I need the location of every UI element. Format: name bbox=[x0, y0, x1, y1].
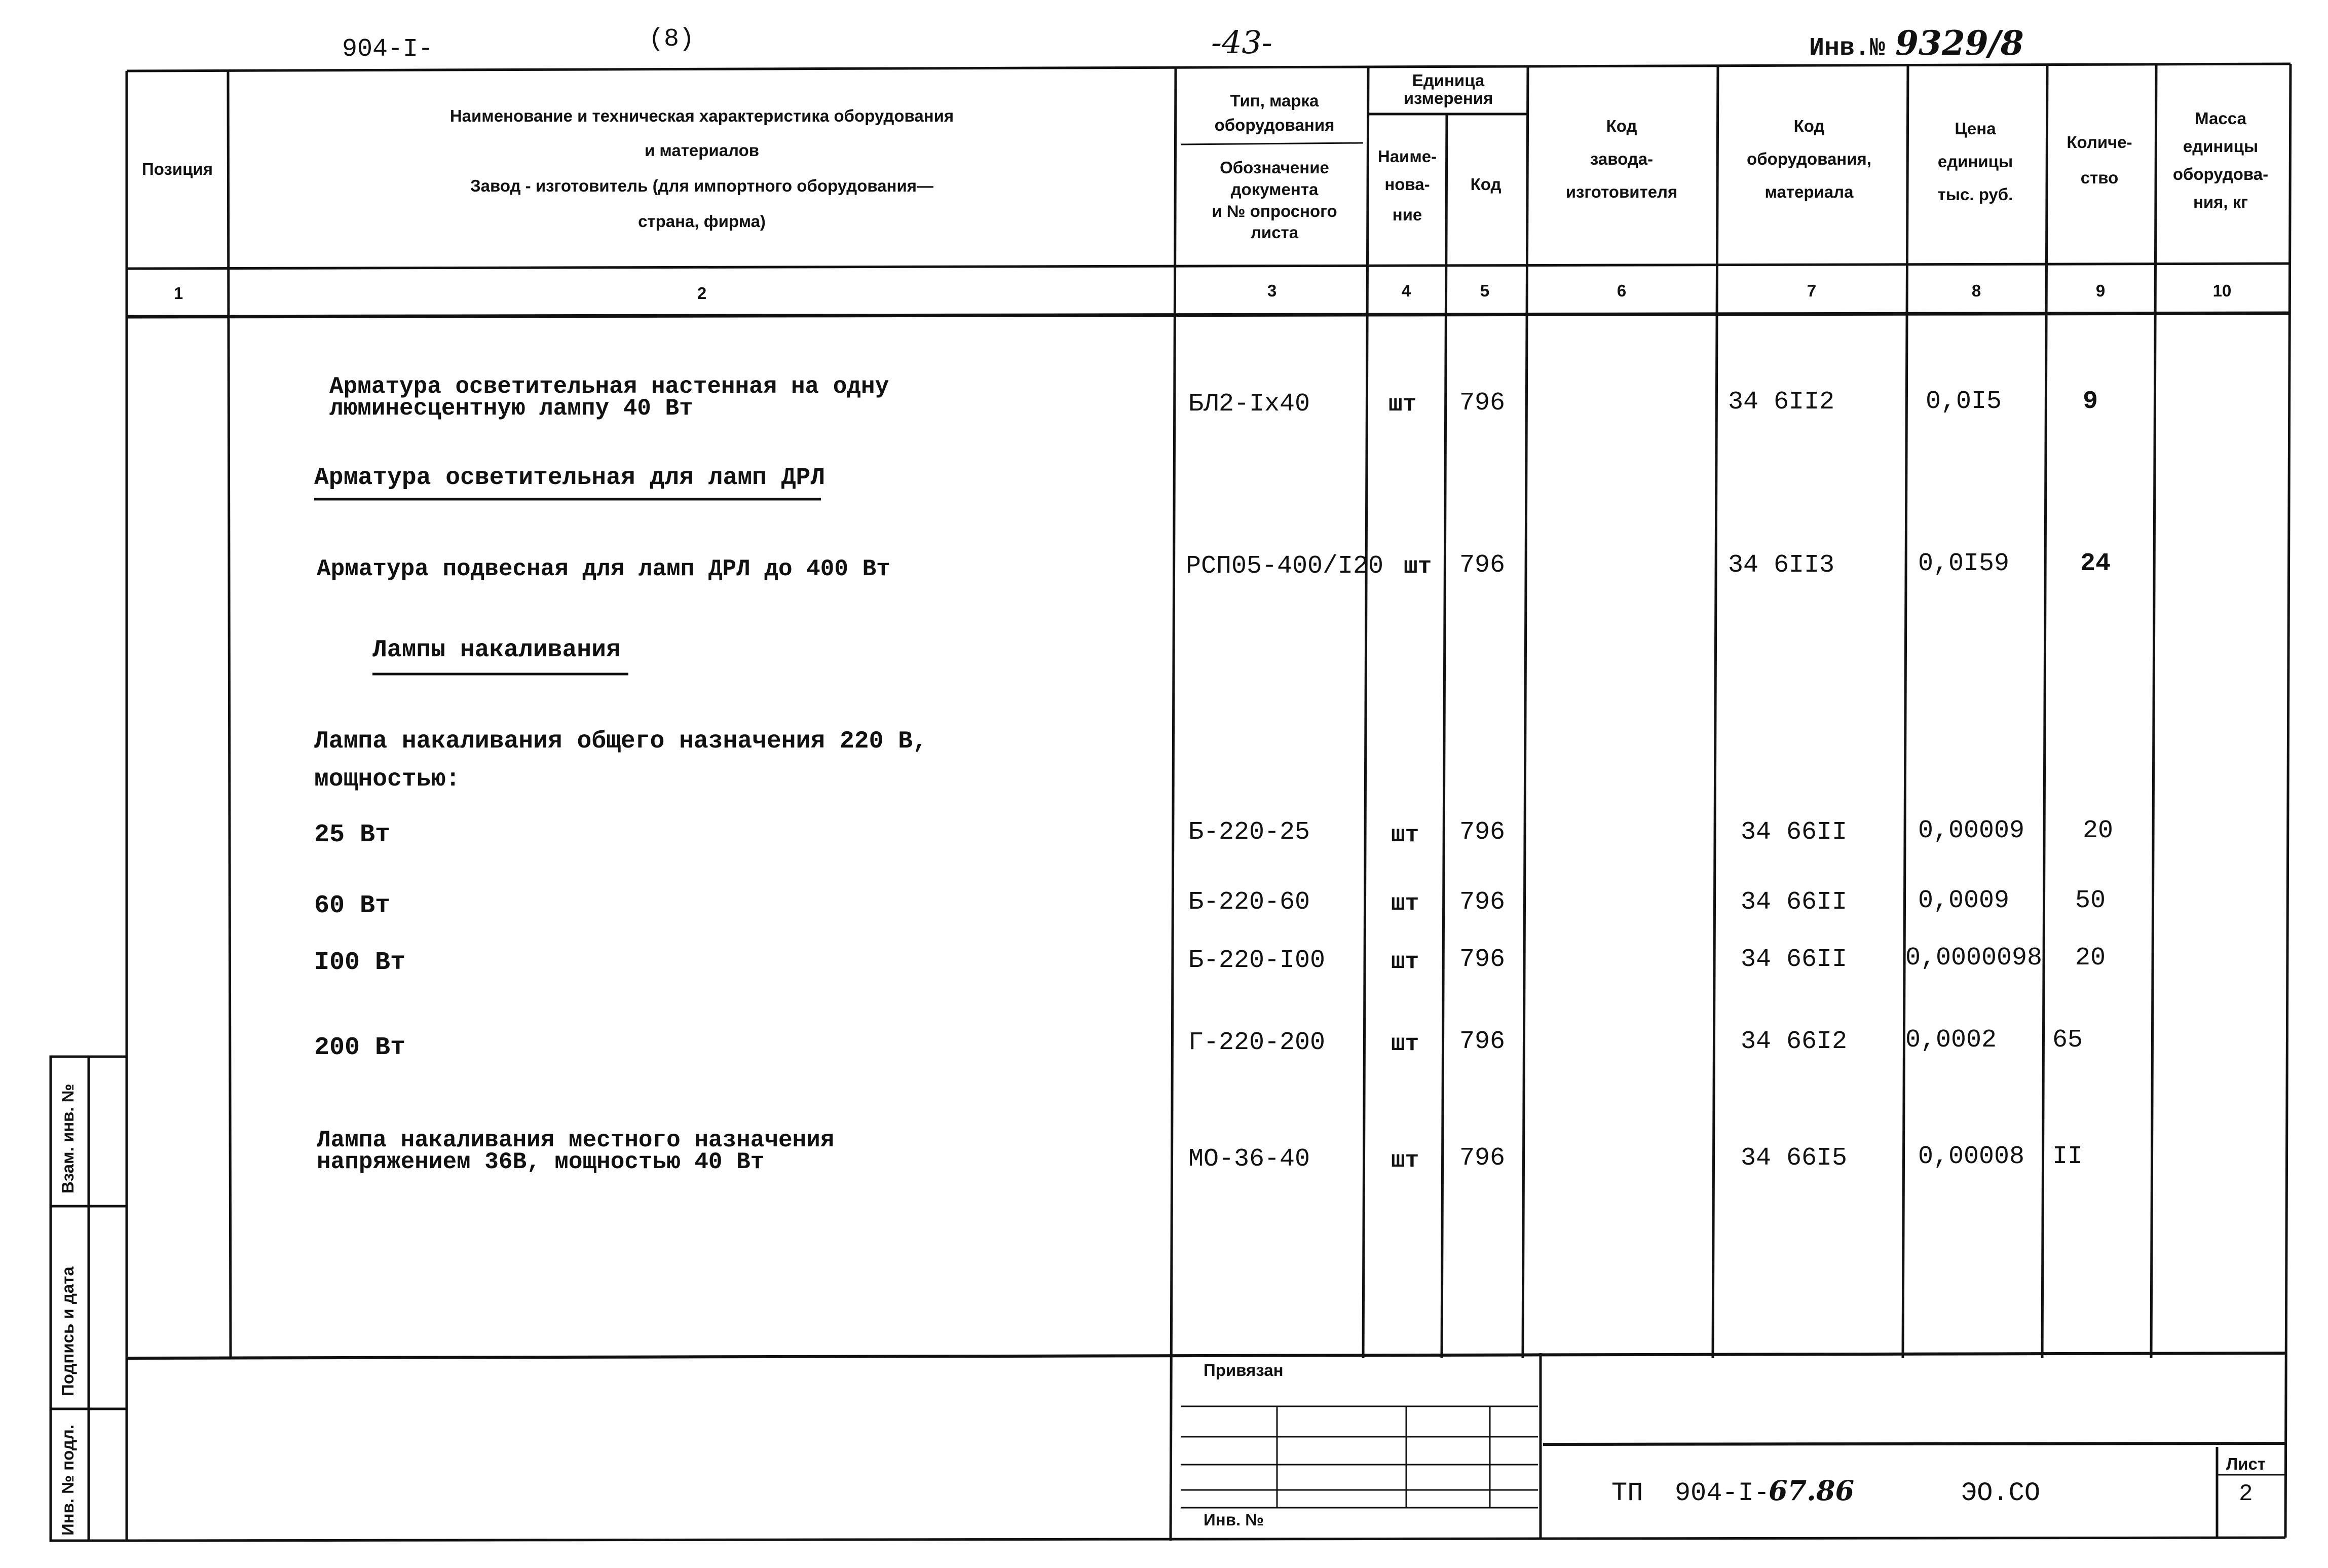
item-price: 0,0I5 bbox=[1926, 387, 2002, 416]
doc-prefix: ТП 904-I- bbox=[1611, 1478, 1770, 1508]
table-row bbox=[314, 1026, 2083, 1062]
item-code: 34 66I5 bbox=[1741, 1144, 1848, 1173]
svg-text:Завод - изготовитель (для импо: Завод - изготовитель (для импортного оборудования— bbox=[470, 176, 934, 195]
svg-text:оборудования: оборудования bbox=[1214, 116, 1335, 134]
table-row-heading bbox=[372, 637, 628, 674]
item-price: 0,00009 bbox=[1918, 816, 2025, 845]
table-row-heading bbox=[314, 464, 825, 499]
item-unit: шт bbox=[1391, 1147, 1419, 1174]
item-quantity: 50 bbox=[2075, 886, 2106, 915]
item-type: Б-220-60 bbox=[1188, 888, 1310, 917]
variant-number: (8) bbox=[649, 25, 695, 54]
table-row bbox=[317, 549, 2111, 582]
header-equipment-code bbox=[1747, 117, 1871, 201]
item-unit: шт bbox=[1388, 391, 1417, 418]
svg-text:ство: ство bbox=[2080, 168, 2119, 187]
item-name: Арматура осветительная настенная на одну bbox=[329, 374, 889, 400]
item-unit-code: 796 bbox=[1459, 551, 1506, 580]
svg-text:Единица: Единица bbox=[1412, 71, 1485, 90]
item-type: Г-220-200 bbox=[1188, 1028, 1326, 1057]
item-unit: шт bbox=[1391, 1031, 1419, 1057]
svg-text:9: 9 bbox=[2095, 281, 2106, 300]
svg-text:6: 6 bbox=[1617, 281, 1627, 300]
table-row bbox=[314, 728, 927, 793]
svg-text:оборудова-: оборудова- bbox=[2172, 165, 2269, 183]
item-name: 60 Вт bbox=[314, 891, 391, 920]
item-type: МО-36-40 bbox=[1188, 1145, 1310, 1174]
header-unit-code: Код bbox=[1470, 175, 1501, 194]
item-name: Арматура подвесная для ламп ДРЛ до 400 Вт bbox=[317, 556, 890, 582]
series-number: 904-I- bbox=[342, 35, 434, 64]
item-price: 0,0002 bbox=[1905, 1026, 1997, 1055]
svg-text:измерения: измерения bbox=[1403, 89, 1493, 107]
svg-text:единицы: единицы bbox=[1937, 152, 2013, 171]
svg-text:10: 10 bbox=[2212, 281, 2232, 300]
header-unit-group bbox=[1404, 71, 1493, 107]
table-grid bbox=[127, 64, 2291, 1541]
item-code: 34 6II3 bbox=[1728, 551, 1835, 580]
item-unit-code: 796 bbox=[1459, 1027, 1506, 1056]
svg-text:1: 1 bbox=[173, 284, 183, 303]
item-quantity: 20 bbox=[2075, 944, 2106, 973]
svg-text:завода-: завода- bbox=[1590, 150, 1654, 168]
item-type: РСП05-400/I20 bbox=[1186, 552, 1384, 581]
svg-text:и материалов: и материалов bbox=[644, 141, 760, 160]
item-code: 34 6II2 bbox=[1728, 388, 1835, 417]
item-name: Лампа накаливания общего назначения 220 В, bbox=[314, 728, 927, 755]
item-price: 0,0I59 bbox=[1918, 549, 2010, 578]
item-price: 0,0009 bbox=[1918, 886, 2010, 915]
stamp-inv-no: Инв. № bbox=[1204, 1510, 1264, 1529]
item-name-line-2: люминесцентную лампу 40 Вт bbox=[329, 395, 693, 422]
svg-text:Тип, марка: Тип, марка bbox=[1230, 91, 1319, 110]
item-type: Б-220-I00 bbox=[1188, 946, 1326, 975]
header-position: Позиция bbox=[142, 160, 213, 178]
header-name bbox=[450, 106, 954, 231]
item-name: 200 Вт bbox=[314, 1033, 406, 1062]
table-row bbox=[314, 886, 2106, 920]
svg-text:4: 4 bbox=[1401, 281, 1411, 300]
item-type: Б-220-25 bbox=[1188, 818, 1310, 847]
item-unit-code: 796 bbox=[1459, 888, 1506, 917]
stamp-privyazan: Привязан bbox=[1204, 1361, 1284, 1379]
svg-text:Масса: Масса bbox=[2195, 109, 2246, 128]
svg-text:Код: Код bbox=[1606, 117, 1637, 135]
item-quantity: II bbox=[2052, 1142, 2083, 1171]
table-row bbox=[329, 374, 2098, 422]
sheet-number: 2 bbox=[2239, 1481, 2253, 1507]
item-unit-code: 796 bbox=[1459, 389, 1506, 418]
svg-text:тыс. руб.: тыс. руб. bbox=[1937, 185, 2013, 204]
item-price: 0,00008 bbox=[1918, 1142, 2025, 1171]
item-quantity: 9 bbox=[2083, 387, 2098, 416]
svg-text:материала: материала bbox=[1764, 182, 1854, 201]
item-unit-code: 796 bbox=[1459, 945, 1506, 974]
item-unit-code: 796 bbox=[1459, 1144, 1506, 1173]
section-heading: Арматура осветительная для ламп ДРЛ bbox=[314, 464, 825, 492]
item-quantity: 20 bbox=[2083, 816, 2114, 845]
item-name: Лампа накаливания местного назначения bbox=[317, 1127, 835, 1153]
item-name-line-2: мощностью: bbox=[314, 766, 461, 793]
svg-text:изготовителя: изготовителя bbox=[1565, 182, 1678, 201]
doc-code: ЭО.СО bbox=[1961, 1478, 2041, 1508]
table-row bbox=[314, 944, 2106, 977]
table-row bbox=[314, 816, 2113, 849]
header-unit-name bbox=[1378, 147, 1437, 224]
side-stamp-original: Инв. № подл. bbox=[58, 1425, 77, 1536]
item-unit: шт bbox=[1391, 949, 1419, 975]
inventory-label: Инв.№ bbox=[1809, 34, 1886, 63]
svg-text:оборудования,: оборудования, bbox=[1747, 150, 1871, 168]
doc-number: 67.86 bbox=[1769, 1474, 1855, 1507]
item-name: 25 Вт bbox=[314, 820, 391, 849]
header-mass bbox=[2173, 109, 2268, 211]
svg-text:2: 2 bbox=[697, 284, 707, 303]
svg-text:листа: листа bbox=[1250, 223, 1299, 242]
item-unit: шт bbox=[1391, 822, 1419, 848]
column-numbers-row bbox=[174, 281, 2232, 303]
svg-text:Цена: Цена bbox=[1955, 119, 1996, 138]
item-name-line-2: напряжением 36В, мощностью 40 Вт bbox=[317, 1149, 765, 1175]
svg-text:Код: Код bbox=[1793, 117, 1825, 135]
item-code: 34 66II bbox=[1741, 818, 1848, 847]
header-price bbox=[1938, 119, 2013, 204]
header-type bbox=[1212, 91, 1337, 242]
item-unit: шт bbox=[1391, 890, 1419, 917]
svg-text:ния, кг: ния, кг bbox=[2193, 193, 2248, 211]
item-code: 34 66II bbox=[1741, 945, 1848, 974]
svg-text:Наиме-: Наиме- bbox=[1377, 147, 1437, 166]
inventory-number: 9329/8 bbox=[1895, 23, 2024, 63]
item-type: БЛ2-Iх40 bbox=[1188, 390, 1310, 419]
svg-text:8: 8 bbox=[1971, 281, 1981, 300]
svg-text:7: 7 bbox=[1807, 281, 1817, 300]
side-stamp-replacement: Взам. инв. № bbox=[58, 1084, 77, 1193]
sheet-label: Лист bbox=[2226, 1454, 2266, 1473]
svg-text:и № опросного: и № опросного bbox=[1212, 202, 1337, 220]
side-stamp-signature: Подпись и дата bbox=[58, 1266, 77, 1396]
table-row bbox=[317, 1127, 2083, 1175]
item-code: 34 66I2 bbox=[1741, 1027, 1848, 1056]
item-quantity: 65 bbox=[2052, 1026, 2083, 1055]
header-quantity bbox=[2067, 133, 2132, 187]
item-quantity: 24 bbox=[2080, 549, 2111, 578]
title-block bbox=[1181, 1353, 2285, 1540]
page-number: -43- bbox=[1211, 24, 1272, 61]
svg-text:3: 3 bbox=[1267, 281, 1277, 300]
svg-text:единицы: единицы bbox=[2183, 137, 2259, 156]
svg-text:Обозначение: Обозначение bbox=[1220, 158, 1329, 177]
header-maker-code bbox=[1566, 117, 1678, 201]
svg-text:страна, фирма): страна, фирма) bbox=[638, 212, 766, 231]
item-unit-code: 796 bbox=[1459, 818, 1506, 847]
svg-text:нова-: нова- bbox=[1384, 175, 1430, 194]
item-price: 0,0000098 bbox=[1905, 944, 2043, 973]
item-name: I00 Вт bbox=[314, 948, 406, 977]
svg-text:Количе-: Количе- bbox=[2067, 133, 2132, 152]
item-unit: шт bbox=[1404, 553, 1432, 580]
svg-text:ние: ние bbox=[1392, 205, 1422, 224]
svg-text:5: 5 bbox=[1480, 281, 1490, 300]
svg-text:Наименование и техническая хар: Наименование и техническая характеристика оборудования bbox=[449, 106, 954, 125]
item-code: 34 66II bbox=[1741, 888, 1848, 917]
side-stamp bbox=[51, 1057, 127, 1541]
svg-text:документа: документа bbox=[1230, 180, 1319, 199]
section-heading: Лампы накаливания bbox=[372, 637, 621, 664]
